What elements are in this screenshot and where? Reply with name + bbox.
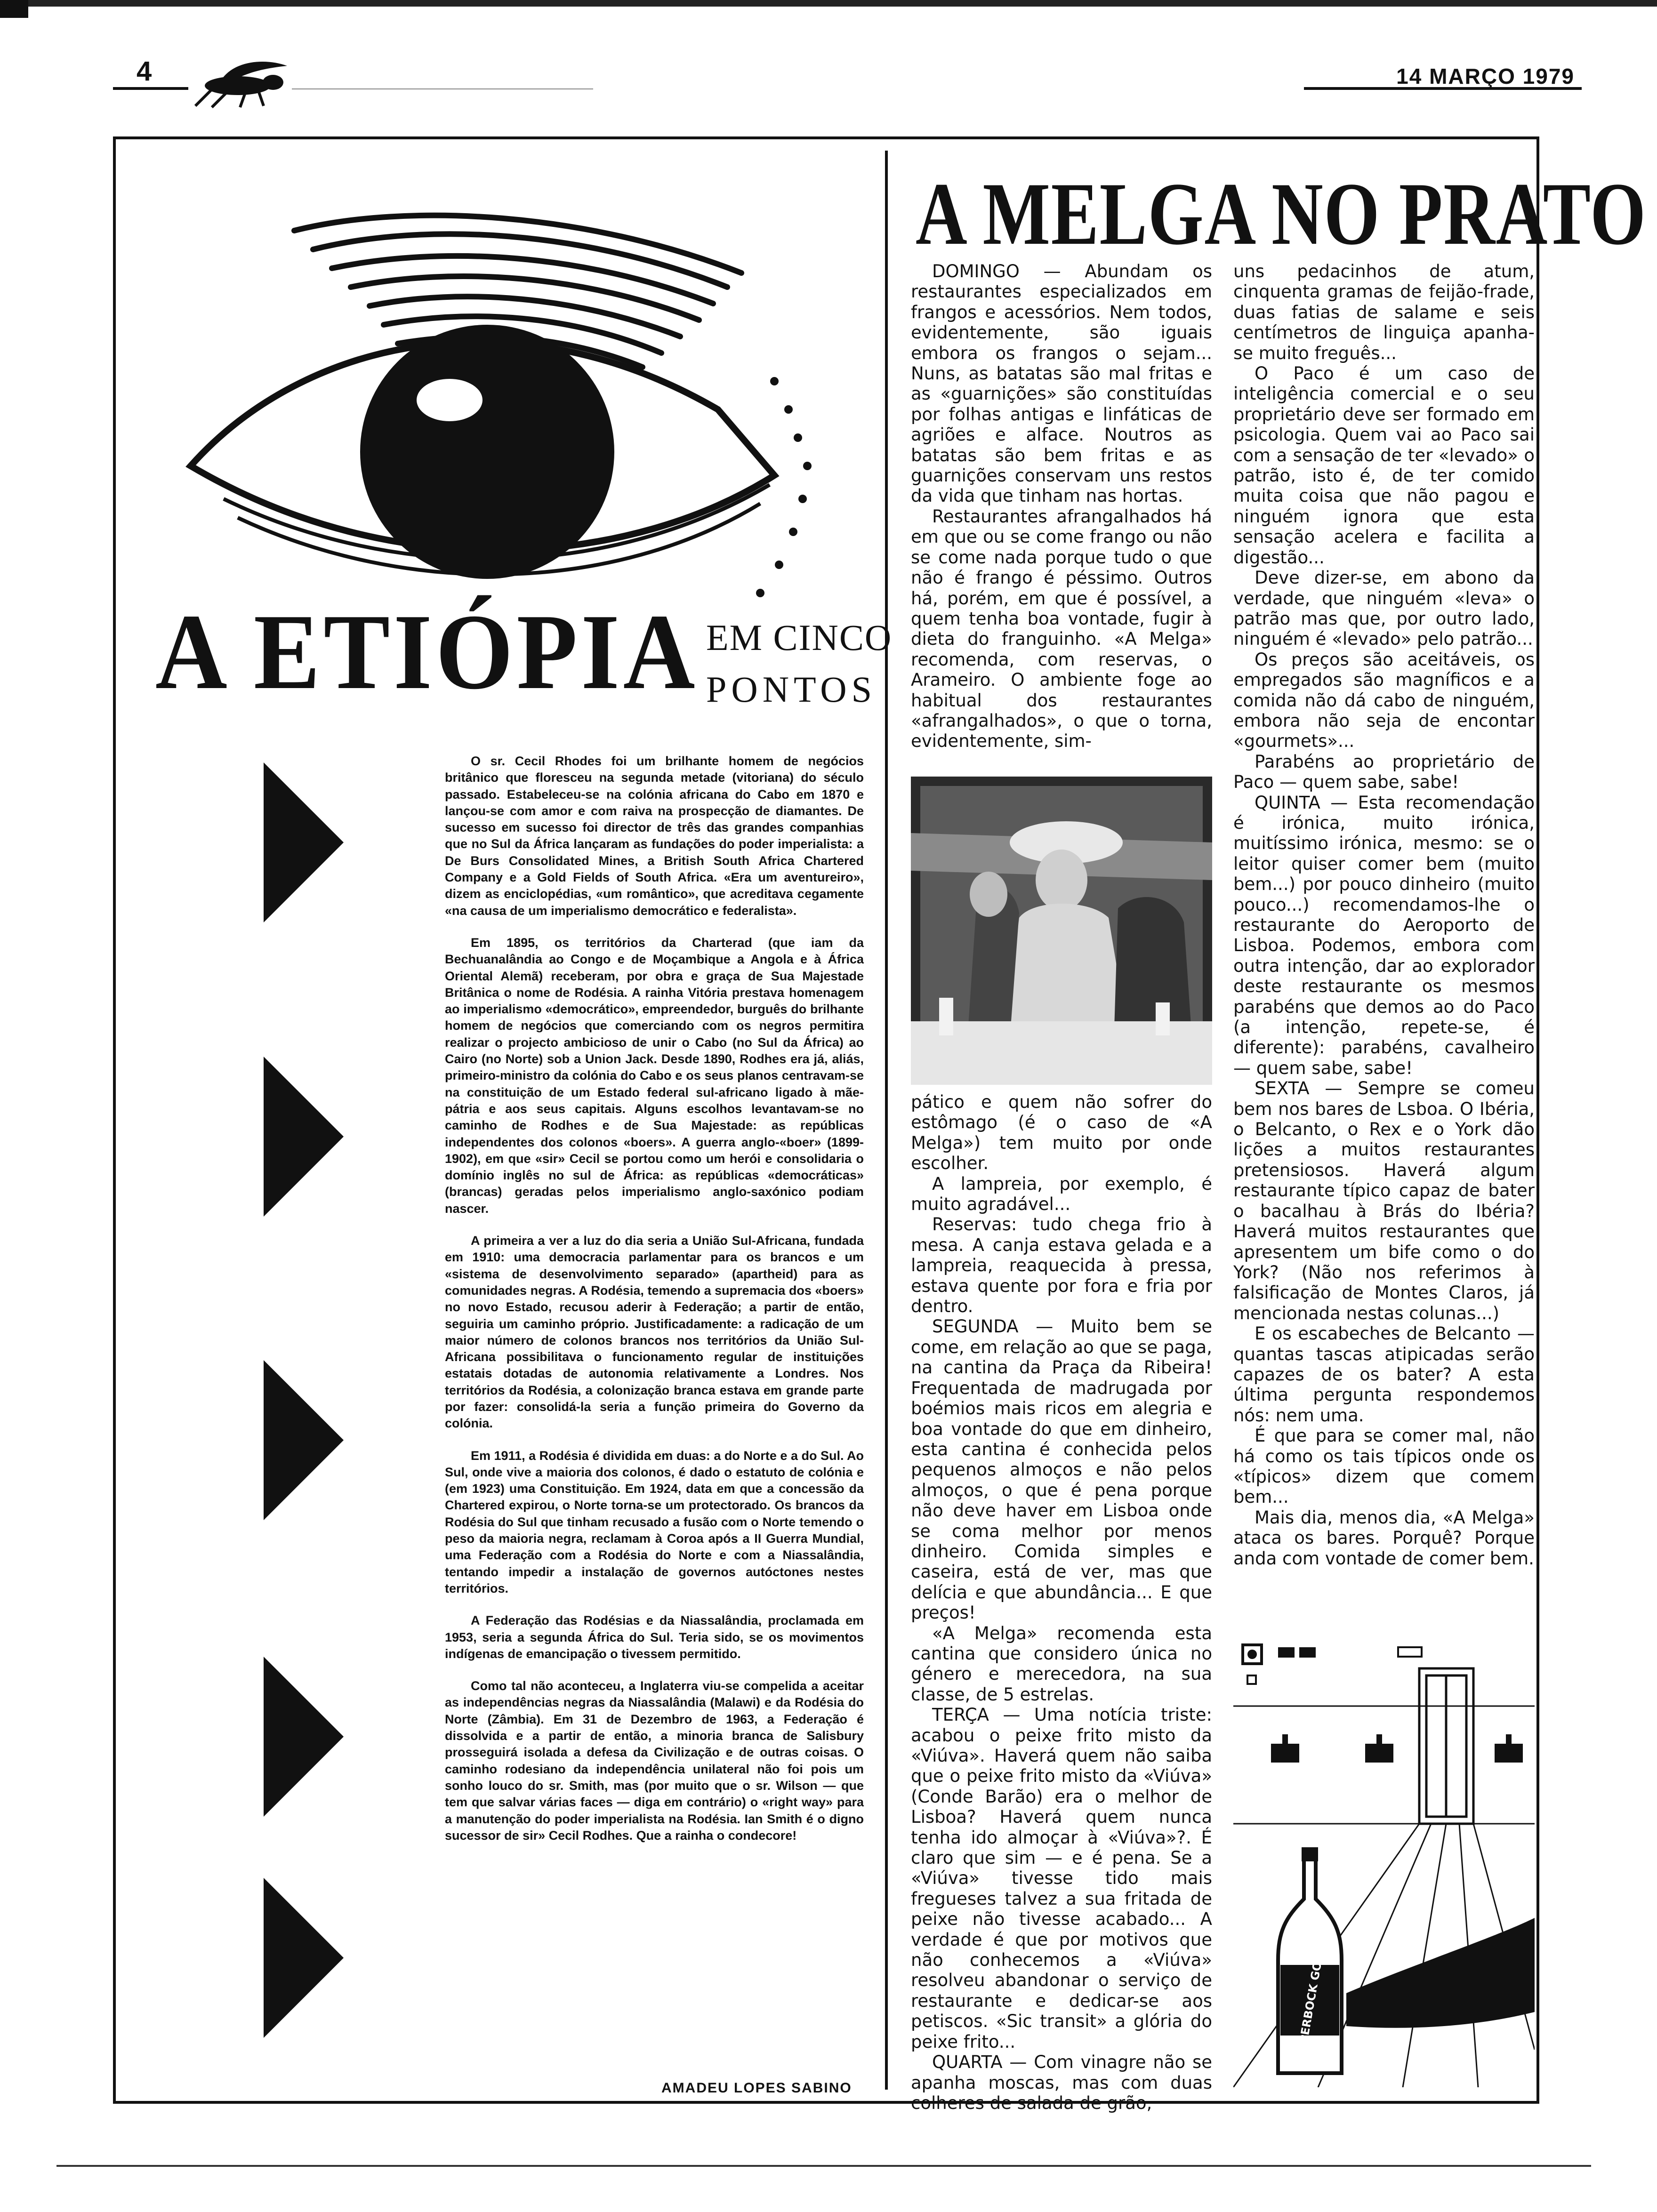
paragraph: TERÇA — Uma notícia triste: acabou o peixe frito misto da «Viúva». Haverá quem não saiba que o peixe frito misto da «Viúva» (Conde Barão) era o melhor de Lisboa? Haverá quem nunca tenha ido almoçar à «Viúva»?. É claro que sim — e é pena. Se a «Viúva» tivesse tido mais fregueses talvez a sua fritada de peixe não tivesse acabado... A verdade é que por motivos que não conhecemos a «Viúva» resolveu abandonar o serviço de restaurante e dedicar-se aos petiscos. «Sic transit» a glória do peixe frito... (911, 1705, 1212, 2052)
melga-column-left-top (911, 261, 1212, 752)
paragraph: Parabéns ao proprietário de Paco — quem sabe, sabe! (1233, 751, 1535, 793)
paragraph: SEGUNDA — Muito bem se come, em relação ao que se paga, na cantina da Praça da Ribeira! Frequentada de madrugada por boémios mais ricos em alegria e boa vontade do que em dinheiro, esta cantina é conhecida pelos pequenos almoços e não pelos almoços, o que é pena porque não deve haver em Lisboa onde se coma melhor por menos dinheiro. Comida simples e caseira, está de ver, mas que delícia e que abundância... E que preços! (911, 1316, 1212, 1623)
melga-title: A MELGA NO PRATO (916, 165, 1647, 264)
column-divider (885, 151, 888, 2090)
page-number: 4 (137, 56, 152, 87)
beer-bottle-illustration (1233, 1635, 1535, 2087)
paragraph: Os preços são aceitáveis, os empregados são magníficos e a comida não dá cabo de ninguém, embora não seja de encontar «gourmets»... (1233, 649, 1535, 752)
melga-column-left-bottom (911, 1092, 1212, 2113)
triangle-marker (264, 762, 344, 922)
paragraph: DOMINGO — Abundam os restaurantes especializados em frangos e acessórios. Nem todos, evidentemente, são iguais embora os frangos o sejam... Nuns, as batatas são mal fritas e as «guarnições» são constituídas por folhas antigas e linfáticas de agriões e alface. Noutros as batatas são bem fritas e as guarnições conservam uns restos da vida que tinham nas hortas. (911, 261, 1212, 506)
paragraph: A lampreia, por exemplo, é muito agradável... (911, 1173, 1212, 1215)
paragraph: Em 1895, os territórios da Charterad (que iam da Bechuanalândia ao Congo e de Moçambique a Angola e à África Oriental Alemã) receberam, por obra e graça de Sua Majestade Britânica o nome de Rodésia. A rainha Vitória prestava homenagem ao imperialismo «democrático», empreendedor, burguês do brilhante homem de negócios que comerciando com os negros permitira realizar o projecto ambicioso de unir o Cabo (no Sul da África) ao Cairo (no Norte) sob a Union Jack. Desde 1890, Rodhes era já, aliás, primeiro-ministro da colónia do Cabo e os seus planos centravam-se na constituição de um Estado federal sul-africano ligado à mãe-pátria e aos seus capitais. Alguns escolhos levantavam-se no caminho de Rodhes e de Sua Majestade: as repúblicas independentes dos colonos «boers». A guerra anglo-«boer» (1899-1902), em que «sir» Cecil se portou como um herói e consolidaria o domínio inglês no sul de África: as repúblicas «democráticas» (brancas) geradas pelos imperialismo anglo-saxónico podiam nascer. (445, 935, 864, 1216)
melga-column-right (1233, 261, 1535, 1569)
header-rule-dotted (292, 88, 593, 89)
restaurant-photo (911, 777, 1212, 1085)
paragraph: «A Melga» recomenda esta cantina que considero única no género e merecedora, na sua classe, de 5 estrelas. (911, 1623, 1212, 1705)
triangle-marker (264, 1057, 344, 1217)
triangle-marker (264, 1360, 344, 1520)
triangle-marker (264, 1878, 344, 2038)
bottle-label: SUPERBOCK GOLD (1294, 1944, 1327, 2061)
paragraph: SEXTA — Sempre se comeu bem nos bares de Lsboa. O Ibéria, o Belcanto, o Rex e o York dão lições a muitos restaurantes pretensiosos. Haverá algum restaurante típico capaz de bater o bacalhau à Brás do Ibéria? Haverá muitos restaurantes que apresentem um bife como o do York? (Não nos referimos à falsificação de Montes Claros, já mencionada nestas colunas...) (1233, 1078, 1535, 1323)
footer-rule (56, 2165, 1591, 2167)
etiopia-subtitle-2: PONTOS (706, 669, 877, 710)
paragraph: pático e quem não sofrer do estômago (é o caso de «A Melga») tem muito por onde escolher. (911, 1092, 1212, 1174)
etiopia-article-body (445, 753, 864, 1859)
corner-mark (0, 0, 28, 18)
triangle-marker (264, 1657, 344, 1817)
issue-date: 14 MARÇO 1979 (1396, 64, 1575, 88)
paragraph: E os escabeches de Belcanto — quantas tascas atipicadas serão capazes de os bater? A esta última pergunta respondemos nós: nem uma. (1233, 1323, 1535, 1426)
paragraph: QUARTA — Com vinagre não se apanha moscas, mas com duas colheres de salada de grão, (911, 2052, 1212, 2113)
etiopia-subtitle-1: EM CINCO (706, 617, 893, 658)
paragraph: É que para se comer mal, não há como os tais típicos onde os «típicos» dizem que comem bem... (1233, 1426, 1535, 1507)
paragraph: Mais dia, menos dia, «A Melga» ataca os bares. Porquê? Porque anda com vontade de comer bem. (1233, 1507, 1535, 1569)
paragraph: O Paco é um caso de inteligência comercial e o seu proprietário deve ser formado em psicologia. Quem vai ao Paco sai com a sensação de ter «levado» o patrão, isto é, de ter comido muita coisa que não pagou e ninguém ignora que esta sensação acelera e facilita a digestão... (1233, 363, 1535, 568)
paragraph: A Federação das Rodésias e da Niassalândia, proclamada em 1953, seria a segunda África do Sul. Teria sido, se os movimentos indígenas de emancipação o tivessem permitido. (445, 1613, 864, 1661)
paragraph: QUINTA — Esta recomendação é irónica, muito irónica, muitíssimo irónica, mesmo: se o leitor quiser comer bem (muito bem...) por pouco dinheiro (muito pouco...) recomendamos-lhe o restaurante do Aeroporto de Lisboa. Podemos, embora com outra intenção, dar ao explorador deste restaurante os mesmos parabéns que demos ao do Paco (a intenção, repete-se, é diferente): parabéns, cavalheiro — quem sabe, sabe! (1233, 792, 1535, 1078)
paragraph: Como tal não aconteceu, a Inglaterra viu-se compelida a aceitar as independências negras da Niassalândia (Malawi) e da Rodésia do Norte (Zâmbia). Em 31 de Dezembro de 1963, a Federação é dissolvida e a partir de então, a minoria branca de Salisbury prosseguirá isolada a defesa da Civilização e de outras coisas. O caminho rodesiano da independência unilateral não foi pois um sonho louco do sr. Smith, mas (por muito que o sr. Wilson — que tem que salvar várias faces — diga em contrário) o «right way» para a manutenção do poder imperialista na Rodésia. Ian Smith é o digno sucessor de sir» Cecil Rodhes. Que a rainha o condecore! (445, 1679, 864, 1843)
fly-icon (193, 56, 306, 108)
paragraph: Restaurantes afrangalhados há em que ou se come frango ou não se come nada porque tudo o que não é frango é péssimo. Outros há, porém, em que é possível, a quem tenha boa vontade, fugir à dieta do franguinho. «A Melga» recomenda, com reservas, o Arameiro. O ambiente foge ao habitual dos restaurantes «afrangalhados», o que o torna, evidentemente, sim- (911, 506, 1212, 752)
author-byline: AMADEU LOPES SABINO (661, 2080, 852, 2096)
header-rule-left (113, 87, 188, 90)
paragraph: Reservas: tudo chega frio à mesa. A canja estava gelada e a lampreia, reaquecida à pressa, estava quente por fora e fria por dentro. (911, 1214, 1212, 1317)
top-border (0, 0, 1657, 7)
paragraph: uns pedacinhos de atum, cinquenta gramas de feijão-frade, duas fatias de salame e seis centímetros de linguiça apanha-se muito freguês... (1233, 261, 1535, 363)
paragraph: Deve dizer-se, em abono da verdade, que ninguém «leva» o patrão mas que, por outro lado, ninguém é «levado» pelo patrão... (1233, 568, 1535, 649)
paragraph: A primeira a ver a luz do dia seria a União Sul-Africana, fundada em 1910: uma democracia parlamentar para os brancos e um «sistema de desenvolvimento separado» (apartheid) para as comunidades negras. A Rodésia, temendo a supremacia dos «boers» no novo Estado, recusou aderir à Federação; a partir de então, seguiria um caminho próprio. Justificadamente: a radicação de um maior número de colonos brancos nos territórios da União Sul-Africana possibilitava o funcionamento regular de instituições estatais dotadas de autonomia relativamente a Londres. Nos territórios da Rodésia, a colonização branca estava em grande parte por fazer: consolidá-la seria a função primeira do Governo da colónia. (445, 1234, 864, 1431)
etiopia-title: A ETIÓPIA (155, 592, 699, 712)
eye-illustration (162, 174, 859, 607)
paragraph: Em 1911, a Rodésia é dividida em duas: a do Norte e a do Sul. Ao Sul, onde vive a maioria dos colonos, é dado o estatuto de colónia e (em 1923) uma Constituição. Em 1924, data em que a concessão da Chartered expirou, o Norte torna-se um protectorado. Os brancos da Rodésia do Sul que tinham recusado a fusão com o Norte temendo o peso da maioria negra, reclamam à Coroa após a II Guerra Mundial, uma Federação com a Rodésia do Norte e com a Niassalândia, tentando impedir a instalação de governos autóctones nestes territórios. (445, 1448, 864, 1595)
paragraph: O sr. Cecil Rhodes foi um brilhante homem de negócios britânico que floresceu na segunda metade (vitoriana) do século passado. Estabeleceu-se na colónia africana do Cabo em 1870 e lançou-se com amor e com raiva na prospecção de diamantes. De sucesso em sucesso foi director de três das grandes companhias que no Sul da África lançaram as fundações do poder imperialista: a De Burs Consolidated Mines, a British South Africa Chartered Company e a Gold Fields of South Africa. «Era um aventureiro», dizem as enciclopédias, «um romântico», que acreditava cegamente «na causa de um imperialismo democrático e federalista». (445, 754, 864, 918)
